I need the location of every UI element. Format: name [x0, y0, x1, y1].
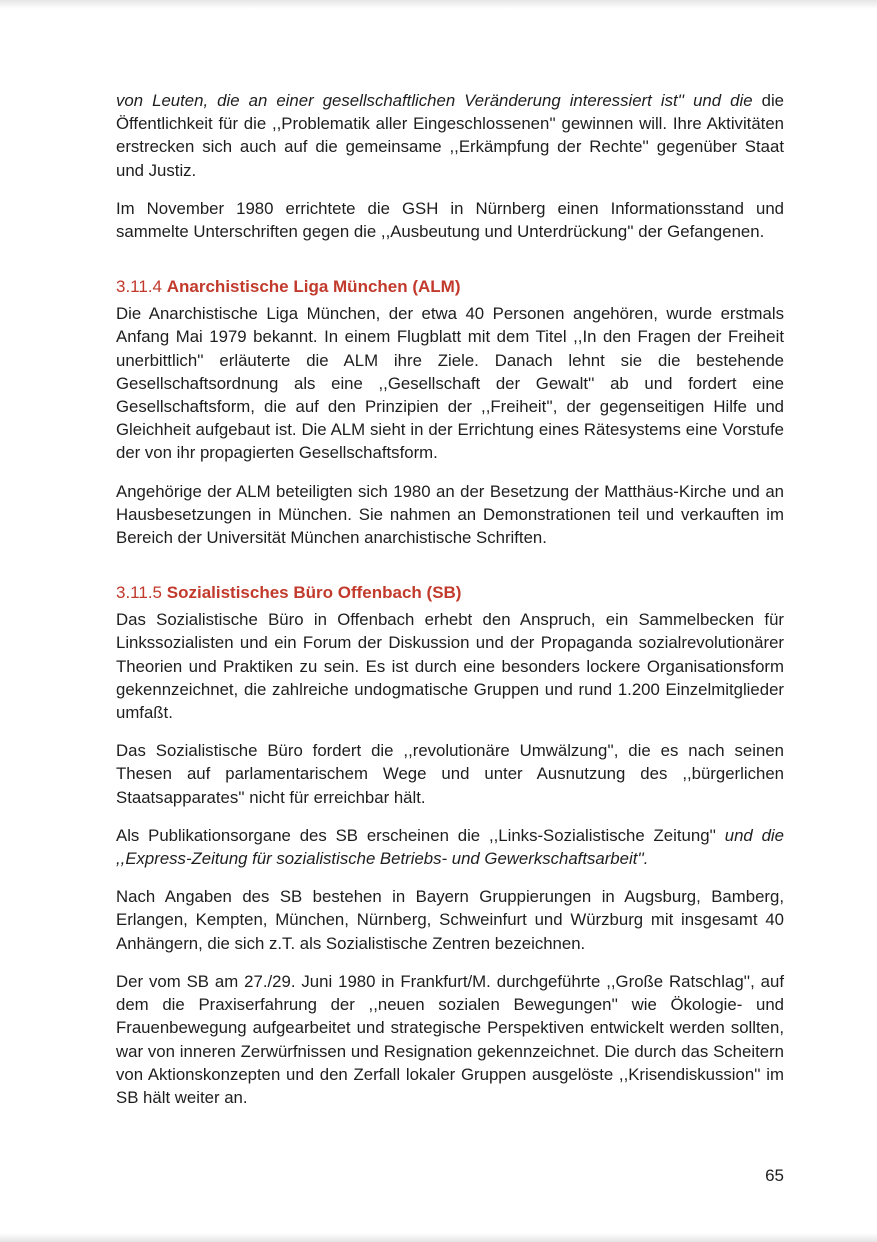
intro-p1-italic-part: von Leuten, die an einer gesellschaftlichen Veränderung interessiert ist'' und die: [116, 91, 753, 110]
section-heading-sb: [116, 581, 784, 604]
intro-paragraph-1: [116, 89, 784, 182]
sb-paragraph-3: [116, 824, 784, 870]
page-number: 65: [765, 1166, 784, 1185]
intro-paragraph-2: Im November 1980 errichtete die GSH in Nürnberg einen Informationsstand und sammelte Unterschriften gegen die ,,Ausbeutung und Unterdrückung'' der Gefangenen.: [116, 198, 784, 242]
section-title: Sozialistisches Büro Offenbach (SB): [166, 583, 462, 603]
sb-paragraph-5: Der vom SB am 27./29. Juni 1980 in Frankfurt/M. durchgeführte ,,Große Ratschlag'', auf dem die Praxiserfahrung der ,,neuen sozialen Bewegungen'' wie Ökologie- und Frauenbewegung aufgearbeitet und strategische Perspektiven entwickelt werden sollten, war von inneren Zerwürfnissen und Resignation gekennzeichnet. Die durch das Scheitern von Aktionskonzepten und den Zerfall lokaler Gruppen ausgelöste ,,Krisendiskussion'' im SB hält weiter an.: [116, 971, 784, 1107]
scan-top-edge: [0, 0, 877, 9]
section-heading-alm: [116, 275, 784, 298]
intro-p1-regular-part: die Öffentlichkeit für die ,,Problematik aller Eingeschlossenen'' gewinnen will. Ihre Aktivitäten erstrecken sich auch auf die gemeinsame ,,Erkämpfung der Rechte'' gegenüber Staat und Justiz.: [116, 91, 784, 180]
sb-paragraph-4: Nach Angaben des SB bestehen in Bayern Gruppierungen in Augsburg, Bamberg, Erlangen, Kempten, München, Nürnberg, Schweinfurt und Würzburg mit insgesamt 40 Anhängern, die sich z.T. als Sozialistische Zentren bezeichnen.: [116, 887, 784, 953]
alm-paragraph-1: Die Anarchistische Liga München, der etwa 40 Personen angehören, wurde erstmals Anfang Mai 1979 bekannt. In einem Flugblatt mit dem Titel ,,In den Fragen der Freiheit unerbittlich'' erläuterte die ALM ihre Ziele. Danach lehnt sie die bestehende Gesellschaftsordnung als eine ,,Gesellschaft der Gewalt'' ab und fordert eine Gesellschaftsform, die auf den Prinzipien der ,,Freiheit'', der gegenseitigen Hilfe und Gleichheit aufgebaut ist. Die ALM sieht in der Errichtung eines Rätesystems eine Vorstufe der von ihr propagierten Gesellschaftsform.: [116, 304, 784, 463]
alm-paragraph-2: Angehörige der ALM beteiligten sich 1980 an der Besetzung der Matthäus-Kirche und an Hausbesetzungen in München. Sie nahmen an Demonstrationen teil und verkauften im Bereich der Universität München anarchistische Schriften.: [116, 481, 784, 548]
sb-p3-regular-part: Als Publikationsorgane des SB erscheinen die ,,Links-Sozialistische Zeitung'': [116, 825, 716, 845]
sb-paragraph-1: Das Sozialistische Büro in Offenbach erhebt den Anspruch, ein Sammelbecken für Linkssozialisten und ein Forum der Diskussion und der Propaganda sozialrevolutionärer Theorien und Praktiken zu sein. Es ist durch eine besonders lockere Organisationsform gekennzeichnet, die zahlreiche undogmatische Gruppen und rund 1.200 Einzelmitglieder umfaßt.: [116, 610, 784, 723]
scan-bottom-edge: [0, 1233, 877, 1242]
section-title: Anarchistische Liga München (ALM): [166, 277, 461, 297]
page-body: [116, 89, 784, 1109]
section-number: 3.11.5: [116, 583, 163, 603]
section-number: 3.11.4: [116, 277, 163, 297]
sb-paragraph-2: Das Sozialistische Büro fordert die ,,revolutionäre Umwälzung'', die es nach seinen Thesen auf parlamentarischem Wege und unter Ausnutzung des ,,bürgerlichen Staatsapparates'' nicht für erreichbar hält.: [116, 741, 784, 807]
sb-p3-italic-part: und die ,,Express-Zeitung für sozialistische Betriebs- und Gewerkschaftsarbeit''.: [116, 825, 784, 869]
